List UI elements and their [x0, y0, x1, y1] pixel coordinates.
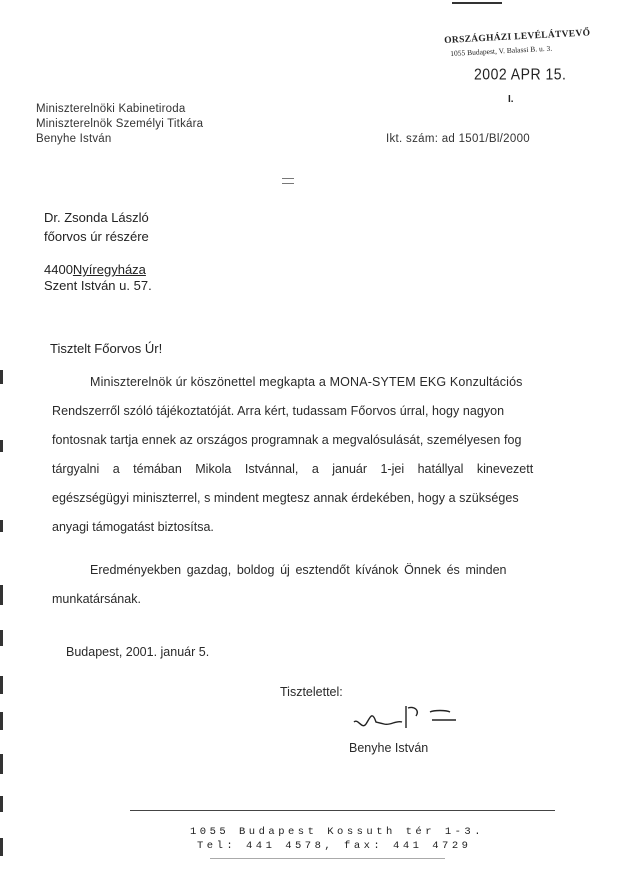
footer-phone-fax: Tel: 441 4578, fax: 441 4729 [197, 840, 472, 852]
sender-office: Miniszterelnöki Kabinetiroda [36, 103, 186, 115]
sender-name: Benyhe István [36, 133, 112, 145]
scan-edge-mark [0, 676, 3, 694]
stamp-organization: ORSZÁGHÁZI LEVÉLÁTVEVŐ [444, 28, 591, 46]
recipient-city-line [44, 262, 146, 277]
body-line: fontosnak tartja ennek az országos programnak a megvalósulását, személyesen fog [52, 433, 522, 447]
scan-edge-mark [0, 585, 3, 605]
reference-number: Ikt. szám: ad 1501/Bl/2000 [386, 133, 530, 145]
stamp-address: 1055 Budapest, V. Balassi B. u. 3. [450, 43, 553, 58]
closing: Tisztelettel: [280, 685, 343, 699]
salutation: Tisztelt Főorvos Úr! [50, 341, 163, 356]
scan-edge-mark [0, 712, 3, 730]
recipient-street: Szent István u. 57. [44, 278, 152, 293]
body-line: tárgyalni a témában Mikola Istvánnal, a január 1-jei hatállyal kinevezett [52, 462, 534, 476]
body-line: egészségügyi miniszterrel, s mindent megtesz annak érdekében, hogy a szükséges [52, 491, 519, 505]
body-line: Eredményekben gazdag, boldog új esztendőt kívánok Önnek és minden [90, 563, 507, 577]
recipient-title: főorvos úr részére [44, 229, 149, 244]
sender-title: Miniszterelnök Személyi Titkára [36, 118, 204, 130]
scan-edge-mark [0, 520, 3, 532]
footer-rule [130, 810, 555, 811]
scan-edge-mark [0, 630, 3, 646]
scan-dash [282, 183, 294, 184]
signatory-name: Benyhe István [349, 741, 429, 755]
footer-address: 1055 Budapest Kossuth tér 1-3. [190, 826, 485, 838]
scan-edge-mark [0, 370, 3, 384]
recipient-name: Dr. Zsonda László [44, 210, 149, 225]
place-date: Budapest, 2001. január 5. [66, 645, 210, 659]
body-line: Rendszerről szóló tájékoztatóját. Arra kért, tudassam Főorvos úrral, hogy nagyon [52, 404, 505, 418]
recipient-city: Nyíregyháza [72, 262, 146, 277]
footer-faint-line [210, 858, 445, 859]
scan-edge-mark [0, 440, 3, 452]
body-line: munkatársának. [52, 592, 141, 606]
recipient-postcode: 4400 [44, 262, 73, 277]
signature-graphic [350, 700, 460, 736]
scan-edge-mark [0, 796, 3, 812]
body-line: anyagi támogatást biztosítsa. [52, 520, 214, 534]
body-line: Miniszterelnök úr köszönettel megkapta a MONA-SYTEM EKG Konzultációs [90, 375, 523, 389]
corner-mark [452, 2, 502, 4]
scan-edge-mark [0, 754, 3, 774]
scan-edge-mark [0, 838, 3, 856]
stamp-number: I. [508, 94, 514, 105]
scan-dash [282, 178, 294, 179]
stamp-date: 2002 APR 15. [474, 65, 567, 83]
